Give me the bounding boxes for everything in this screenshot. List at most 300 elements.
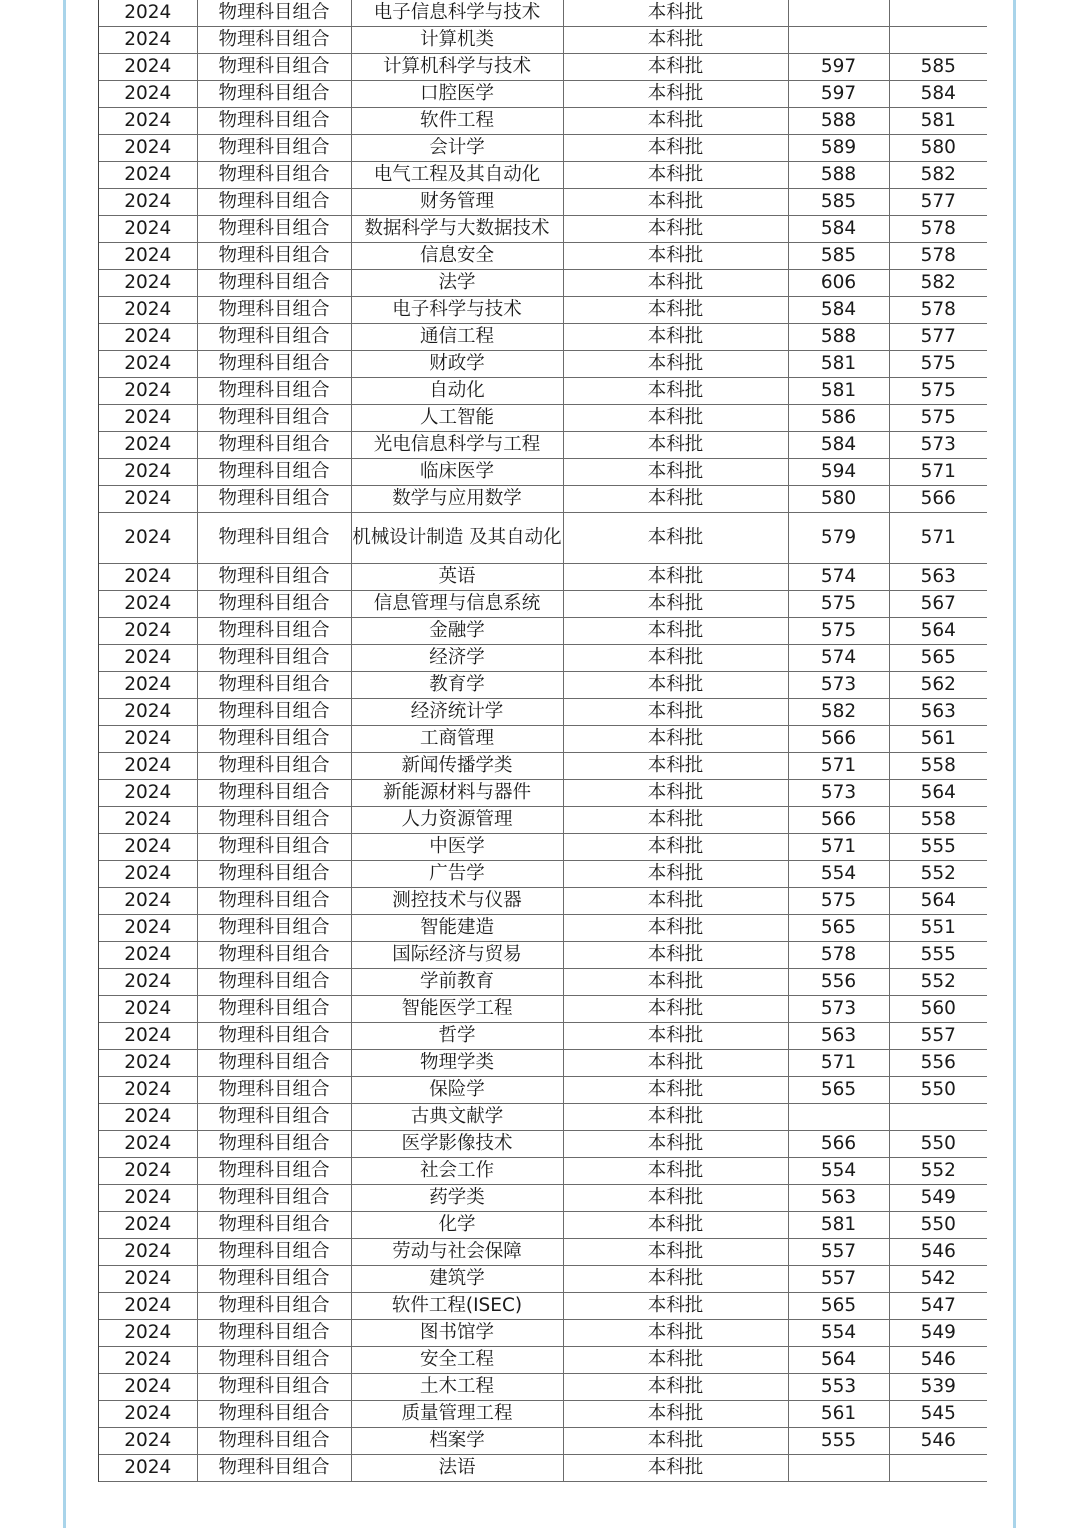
min-score-cell: 580 [889,135,987,162]
min-score-cell: 571 [889,459,987,486]
year-cell: 2024 [99,243,197,270]
min-score-cell: 546 [889,1347,987,1374]
batch-cell: 本科批 [563,81,788,108]
min-score-cell [889,27,987,54]
max-score-cell [788,1104,889,1131]
subject-group-cell: 物理科目组合 [197,1293,351,1320]
min-score-cell: 584 [889,81,987,108]
batch-cell: 本科批 [563,270,788,297]
min-score-cell [889,0,987,27]
min-score-cell: 581 [889,108,987,135]
subject-group-cell: 物理科目组合 [197,1185,351,1212]
year-cell: 2024 [99,699,197,726]
max-score-cell: 597 [788,54,889,81]
max-score-cell: 554 [788,1158,889,1185]
major-cell: 学前教育 [351,969,563,996]
year-cell: 2024 [99,1077,197,1104]
batch-cell: 本科批 [563,486,788,513]
table-row [99,1023,987,1050]
major-cell: 财务管理 [351,189,563,216]
max-score-cell: 584 [788,216,889,243]
table-row [99,564,987,591]
year-cell: 2024 [99,1374,197,1401]
subject-group-cell: 物理科目组合 [197,1266,351,1293]
major-cell: 人工智能 [351,405,563,432]
year-cell: 2024 [99,1401,197,1428]
subject-group-cell: 物理科目组合 [197,1320,351,1347]
min-score-cell: 555 [889,834,987,861]
major-cell: 新能源材料与器件 [351,780,563,807]
major-cell: 哲学 [351,1023,563,1050]
batch-cell: 本科批 [563,834,788,861]
batch-cell: 本科批 [563,1266,788,1293]
batch-cell: 本科批 [563,243,788,270]
table-row [99,780,987,807]
major-cell: 软件工程 [351,108,563,135]
subject-group-cell: 物理科目组合 [197,243,351,270]
max-score-cell: 554 [788,1320,889,1347]
subject-group-cell: 物理科目组合 [197,216,351,243]
min-score-cell: 575 [889,405,987,432]
subject-group-cell: 物理科目组合 [197,1023,351,1050]
major-cell: 保险学 [351,1077,563,1104]
max-score-cell: 564 [788,1347,889,1374]
table-row [99,1320,987,1347]
subject-group-cell: 物理科目组合 [197,618,351,645]
major-cell: 计算机类 [351,27,563,54]
year-cell: 2024 [99,27,197,54]
table-row [99,270,987,297]
table-row [99,1401,987,1428]
max-score-cell: 578 [788,942,889,969]
min-score-cell: 565 [889,645,987,672]
subject-group-cell: 物理科目组合 [197,807,351,834]
batch-cell: 本科批 [563,459,788,486]
year-cell: 2024 [99,888,197,915]
batch-cell: 本科批 [563,27,788,54]
max-score-cell: 563 [788,1185,889,1212]
min-score-cell: 558 [889,807,987,834]
table-row [99,915,987,942]
major-cell: 古典文献学 [351,1104,563,1131]
table-row [99,1104,987,1131]
max-score-cell: 588 [788,324,889,351]
min-score-cell: 551 [889,915,987,942]
max-score-cell: 575 [788,618,889,645]
batch-cell: 本科批 [563,1293,788,1320]
table-row [99,27,987,54]
max-score-cell: 606 [788,270,889,297]
min-score-cell: 549 [889,1185,987,1212]
major-cell: 质量管理工程 [351,1401,563,1428]
year-cell: 2024 [99,432,197,459]
year-cell: 2024 [99,591,197,618]
major-cell: 人力资源管理 [351,807,563,834]
max-score-cell: 565 [788,1077,889,1104]
min-score-cell: 561 [889,726,987,753]
year-cell: 2024 [99,1428,197,1455]
subject-group-cell: 物理科目组合 [197,753,351,780]
year-cell: 2024 [99,564,197,591]
max-score-cell: 581 [788,1212,889,1239]
batch-cell: 本科批 [563,591,788,618]
table-row [99,1158,987,1185]
major-cell: 口腔医学 [351,81,563,108]
subject-group-cell: 物理科目组合 [197,459,351,486]
year-cell: 2024 [99,270,197,297]
batch-cell: 本科批 [563,1455,788,1482]
left-frame-border [63,0,66,1528]
batch-cell: 本科批 [563,1401,788,1428]
year-cell: 2024 [99,1266,197,1293]
table-body [99,0,987,1482]
table-row [99,996,987,1023]
year-cell: 2024 [99,216,197,243]
table-row [99,1347,987,1374]
subject-group-cell: 物理科目组合 [197,324,351,351]
min-score-cell: 577 [889,324,987,351]
batch-cell: 本科批 [563,1374,788,1401]
year-cell: 2024 [99,915,197,942]
min-score-cell: 582 [889,162,987,189]
max-score-cell: 571 [788,753,889,780]
min-score-cell: 547 [889,1293,987,1320]
year-cell: 2024 [99,780,197,807]
batch-cell: 本科批 [563,1023,788,1050]
major-cell: 中医学 [351,834,563,861]
major-cell: 光电信息科学与工程 [351,432,563,459]
table-row [99,1374,987,1401]
table-row [99,1293,987,1320]
year-cell: 2024 [99,1212,197,1239]
year-cell: 2024 [99,378,197,405]
table-row [99,324,987,351]
table-row [99,1077,987,1104]
major-cell: 电子科学与技术 [351,297,563,324]
major-cell: 电气工程及其自动化 [351,162,563,189]
table-row [99,135,987,162]
subject-group-cell: 物理科目组合 [197,27,351,54]
min-score-cell: 550 [889,1077,987,1104]
max-score-cell: 553 [788,1374,889,1401]
table-row [99,1185,987,1212]
batch-cell: 本科批 [563,1104,788,1131]
major-cell: 社会工作 [351,1158,563,1185]
major-cell: 药学类 [351,1185,563,1212]
min-score-cell: 564 [889,780,987,807]
min-score-cell: 552 [889,1158,987,1185]
max-score-cell: 566 [788,726,889,753]
year-cell: 2024 [99,618,197,645]
min-score-cell: 575 [889,351,987,378]
batch-cell: 本科批 [563,969,788,996]
year-cell: 2024 [99,81,197,108]
year-cell: 2024 [99,1104,197,1131]
subject-group-cell: 物理科目组合 [197,969,351,996]
min-score-cell: 578 [889,243,987,270]
max-score-cell: 597 [788,81,889,108]
major-cell: 档案学 [351,1428,563,1455]
year-cell: 2024 [99,1455,197,1482]
subject-group-cell: 物理科目组合 [197,54,351,81]
major-cell: 信息安全 [351,243,563,270]
year-cell: 2024 [99,1293,197,1320]
table-row [99,942,987,969]
table-row [99,1212,987,1239]
max-score-cell: 575 [788,591,889,618]
subject-group-cell: 物理科目组合 [197,135,351,162]
max-score-cell: 557 [788,1266,889,1293]
subject-group-cell: 物理科目组合 [197,699,351,726]
subject-group-cell: 物理科目组合 [197,645,351,672]
max-score-cell: 575 [788,888,889,915]
batch-cell: 本科批 [563,1239,788,1266]
major-cell: 数据科学与大数据技术 [351,216,563,243]
subject-group-cell: 物理科目组合 [197,861,351,888]
min-score-cell: 555 [889,942,987,969]
table-row [99,459,987,486]
min-score-cell: 563 [889,564,987,591]
subject-group-cell: 物理科目组合 [197,1077,351,1104]
subject-group-cell: 物理科目组合 [197,1158,351,1185]
max-score-cell [788,0,889,27]
min-score-cell: 556 [889,1050,987,1077]
table-row [99,297,987,324]
year-cell: 2024 [99,861,197,888]
year-cell: 2024 [99,351,197,378]
min-score-cell: 577 [889,189,987,216]
major-cell: 软件工程(ISEC) [351,1293,563,1320]
max-score-cell: 588 [788,108,889,135]
subject-group-cell: 物理科目组合 [197,834,351,861]
max-score-cell: 565 [788,1293,889,1320]
major-cell: 信息管理与信息系统 [351,591,563,618]
min-score-cell: 575 [889,378,987,405]
subject-group-cell: 物理科目组合 [197,564,351,591]
year-cell: 2024 [99,1185,197,1212]
batch-cell: 本科批 [563,1077,788,1104]
subject-group-cell: 物理科目组合 [197,1212,351,1239]
major-cell: 经济统计学 [351,699,563,726]
batch-cell: 本科批 [563,1212,788,1239]
min-score-cell: 564 [889,888,987,915]
max-score-cell: 556 [788,969,889,996]
table-row [99,54,987,81]
max-score-cell: 588 [788,162,889,189]
min-score-cell: 566 [889,486,987,513]
max-score-cell: 584 [788,432,889,459]
batch-cell: 本科批 [563,162,788,189]
min-score-cell: 542 [889,1266,987,1293]
batch-cell: 本科批 [563,432,788,459]
batch-cell: 本科批 [563,405,788,432]
year-cell: 2024 [99,996,197,1023]
year-cell: 2024 [99,189,197,216]
batch-cell: 本科批 [563,726,788,753]
major-cell: 自动化 [351,378,563,405]
max-score-cell: 581 [788,378,889,405]
table-row [99,699,987,726]
table-row [99,1266,987,1293]
min-score-cell: 557 [889,1023,987,1050]
min-score-cell: 560 [889,996,987,1023]
subject-group-cell: 物理科目组合 [197,108,351,135]
table-row [99,0,987,27]
batch-cell: 本科批 [563,378,788,405]
subject-group-cell: 物理科目组合 [197,513,351,564]
batch-cell: 本科批 [563,780,788,807]
year-cell: 2024 [99,486,197,513]
subject-group-cell: 物理科目组合 [197,1239,351,1266]
max-score-cell: 585 [788,243,889,270]
major-cell: 通信工程 [351,324,563,351]
min-score-cell: 549 [889,1320,987,1347]
year-cell: 2024 [99,1347,197,1374]
table-row [99,888,987,915]
table-row [99,216,987,243]
batch-cell: 本科批 [563,672,788,699]
batch-cell: 本科批 [563,807,788,834]
major-cell: 电子信息科学与技术 [351,0,563,27]
batch-cell: 本科批 [563,753,788,780]
batch-cell: 本科批 [563,351,788,378]
year-cell: 2024 [99,645,197,672]
min-score-cell: 562 [889,672,987,699]
major-cell: 教育学 [351,672,563,699]
table-row [99,378,987,405]
subject-group-cell: 物理科目组合 [197,1104,351,1131]
major-cell: 土木工程 [351,1374,563,1401]
max-score-cell: 589 [788,135,889,162]
table-row [99,645,987,672]
table-row [99,618,987,645]
major-cell: 计算机科学与技术 [351,54,563,81]
major-cell: 法学 [351,270,563,297]
major-cell: 法语 [351,1455,563,1482]
major-cell: 财政学 [351,351,563,378]
major-cell: 新闻传播学类 [351,753,563,780]
min-score-cell: 578 [889,297,987,324]
max-score-cell: 582 [788,699,889,726]
min-score-cell: 563 [889,699,987,726]
year-cell: 2024 [99,807,197,834]
table-row [99,1131,987,1158]
min-score-cell: 564 [889,618,987,645]
table-row [99,969,987,996]
subject-group-cell: 物理科目组合 [197,81,351,108]
batch-cell: 本科批 [563,108,788,135]
subject-group-cell: 物理科目组合 [197,351,351,378]
min-score-cell: 567 [889,591,987,618]
min-score-cell: 578 [889,216,987,243]
batch-cell: 本科批 [563,942,788,969]
year-cell: 2024 [99,324,197,351]
max-score-cell: 594 [788,459,889,486]
major-cell: 图书馆学 [351,1320,563,1347]
year-cell: 2024 [99,1158,197,1185]
year-cell: 2024 [99,1131,197,1158]
max-score-cell: 563 [788,1023,889,1050]
max-score-cell: 554 [788,861,889,888]
max-score-cell: 573 [788,672,889,699]
subject-group-cell: 物理科目组合 [197,780,351,807]
max-score-cell: 573 [788,996,889,1023]
major-cell: 数学与应用数学 [351,486,563,513]
year-cell: 2024 [99,726,197,753]
table-row [99,1050,987,1077]
subject-group-cell: 物理科目组合 [197,1401,351,1428]
subject-group-cell: 物理科目组合 [197,672,351,699]
batch-cell: 本科批 [563,1347,788,1374]
major-cell: 医学影像技术 [351,1131,563,1158]
batch-cell: 本科批 [563,513,788,564]
major-cell: 广告学 [351,861,563,888]
batch-cell: 本科批 [563,1131,788,1158]
batch-cell: 本科批 [563,645,788,672]
min-score-cell: 546 [889,1239,987,1266]
max-score-cell: 566 [788,807,889,834]
subject-group-cell: 物理科目组合 [197,1131,351,1158]
admission-score-table [99,0,987,1482]
subject-group-cell: 物理科目组合 [197,726,351,753]
subject-group-cell: 物理科目组合 [197,1347,351,1374]
min-score-cell: 582 [889,270,987,297]
subject-group-cell: 物理科目组合 [197,486,351,513]
batch-cell: 本科批 [563,915,788,942]
subject-group-cell: 物理科目组合 [197,189,351,216]
subject-group-cell: 物理科目组合 [197,942,351,969]
max-score-cell: 571 [788,834,889,861]
table-row [99,591,987,618]
year-cell: 2024 [99,969,197,996]
year-cell: 2024 [99,672,197,699]
table-row [99,162,987,189]
max-score-cell [788,27,889,54]
min-score-cell: 550 [889,1131,987,1158]
subject-group-cell: 物理科目组合 [197,915,351,942]
major-cell: 英语 [351,564,563,591]
year-cell: 2024 [99,54,197,81]
min-score-cell: 573 [889,432,987,459]
subject-group-cell: 物理科目组合 [197,1455,351,1482]
max-score-cell: 574 [788,645,889,672]
batch-cell: 本科批 [563,54,788,81]
batch-cell: 本科批 [563,324,788,351]
min-score-cell: 539 [889,1374,987,1401]
major-cell: 会计学 [351,135,563,162]
right-frame-border [1013,0,1016,1528]
table-row [99,108,987,135]
subject-group-cell: 物理科目组合 [197,1428,351,1455]
year-cell: 2024 [99,108,197,135]
major-cell: 金融学 [351,618,563,645]
table-row [99,81,987,108]
table-row [99,432,987,459]
table-row [99,1239,987,1266]
year-cell: 2024 [99,405,197,432]
major-cell: 测控技术与仪器 [351,888,563,915]
max-score-cell: 580 [788,486,889,513]
min-score-cell: 545 [889,1401,987,1428]
year-cell: 2024 [99,834,197,861]
table-row [99,486,987,513]
subject-group-cell: 物理科目组合 [197,1374,351,1401]
table-row [99,672,987,699]
major-cell: 智能建造 [351,915,563,942]
subject-group-cell: 物理科目组合 [197,297,351,324]
subject-group-cell: 物理科目组合 [197,162,351,189]
batch-cell: 本科批 [563,216,788,243]
